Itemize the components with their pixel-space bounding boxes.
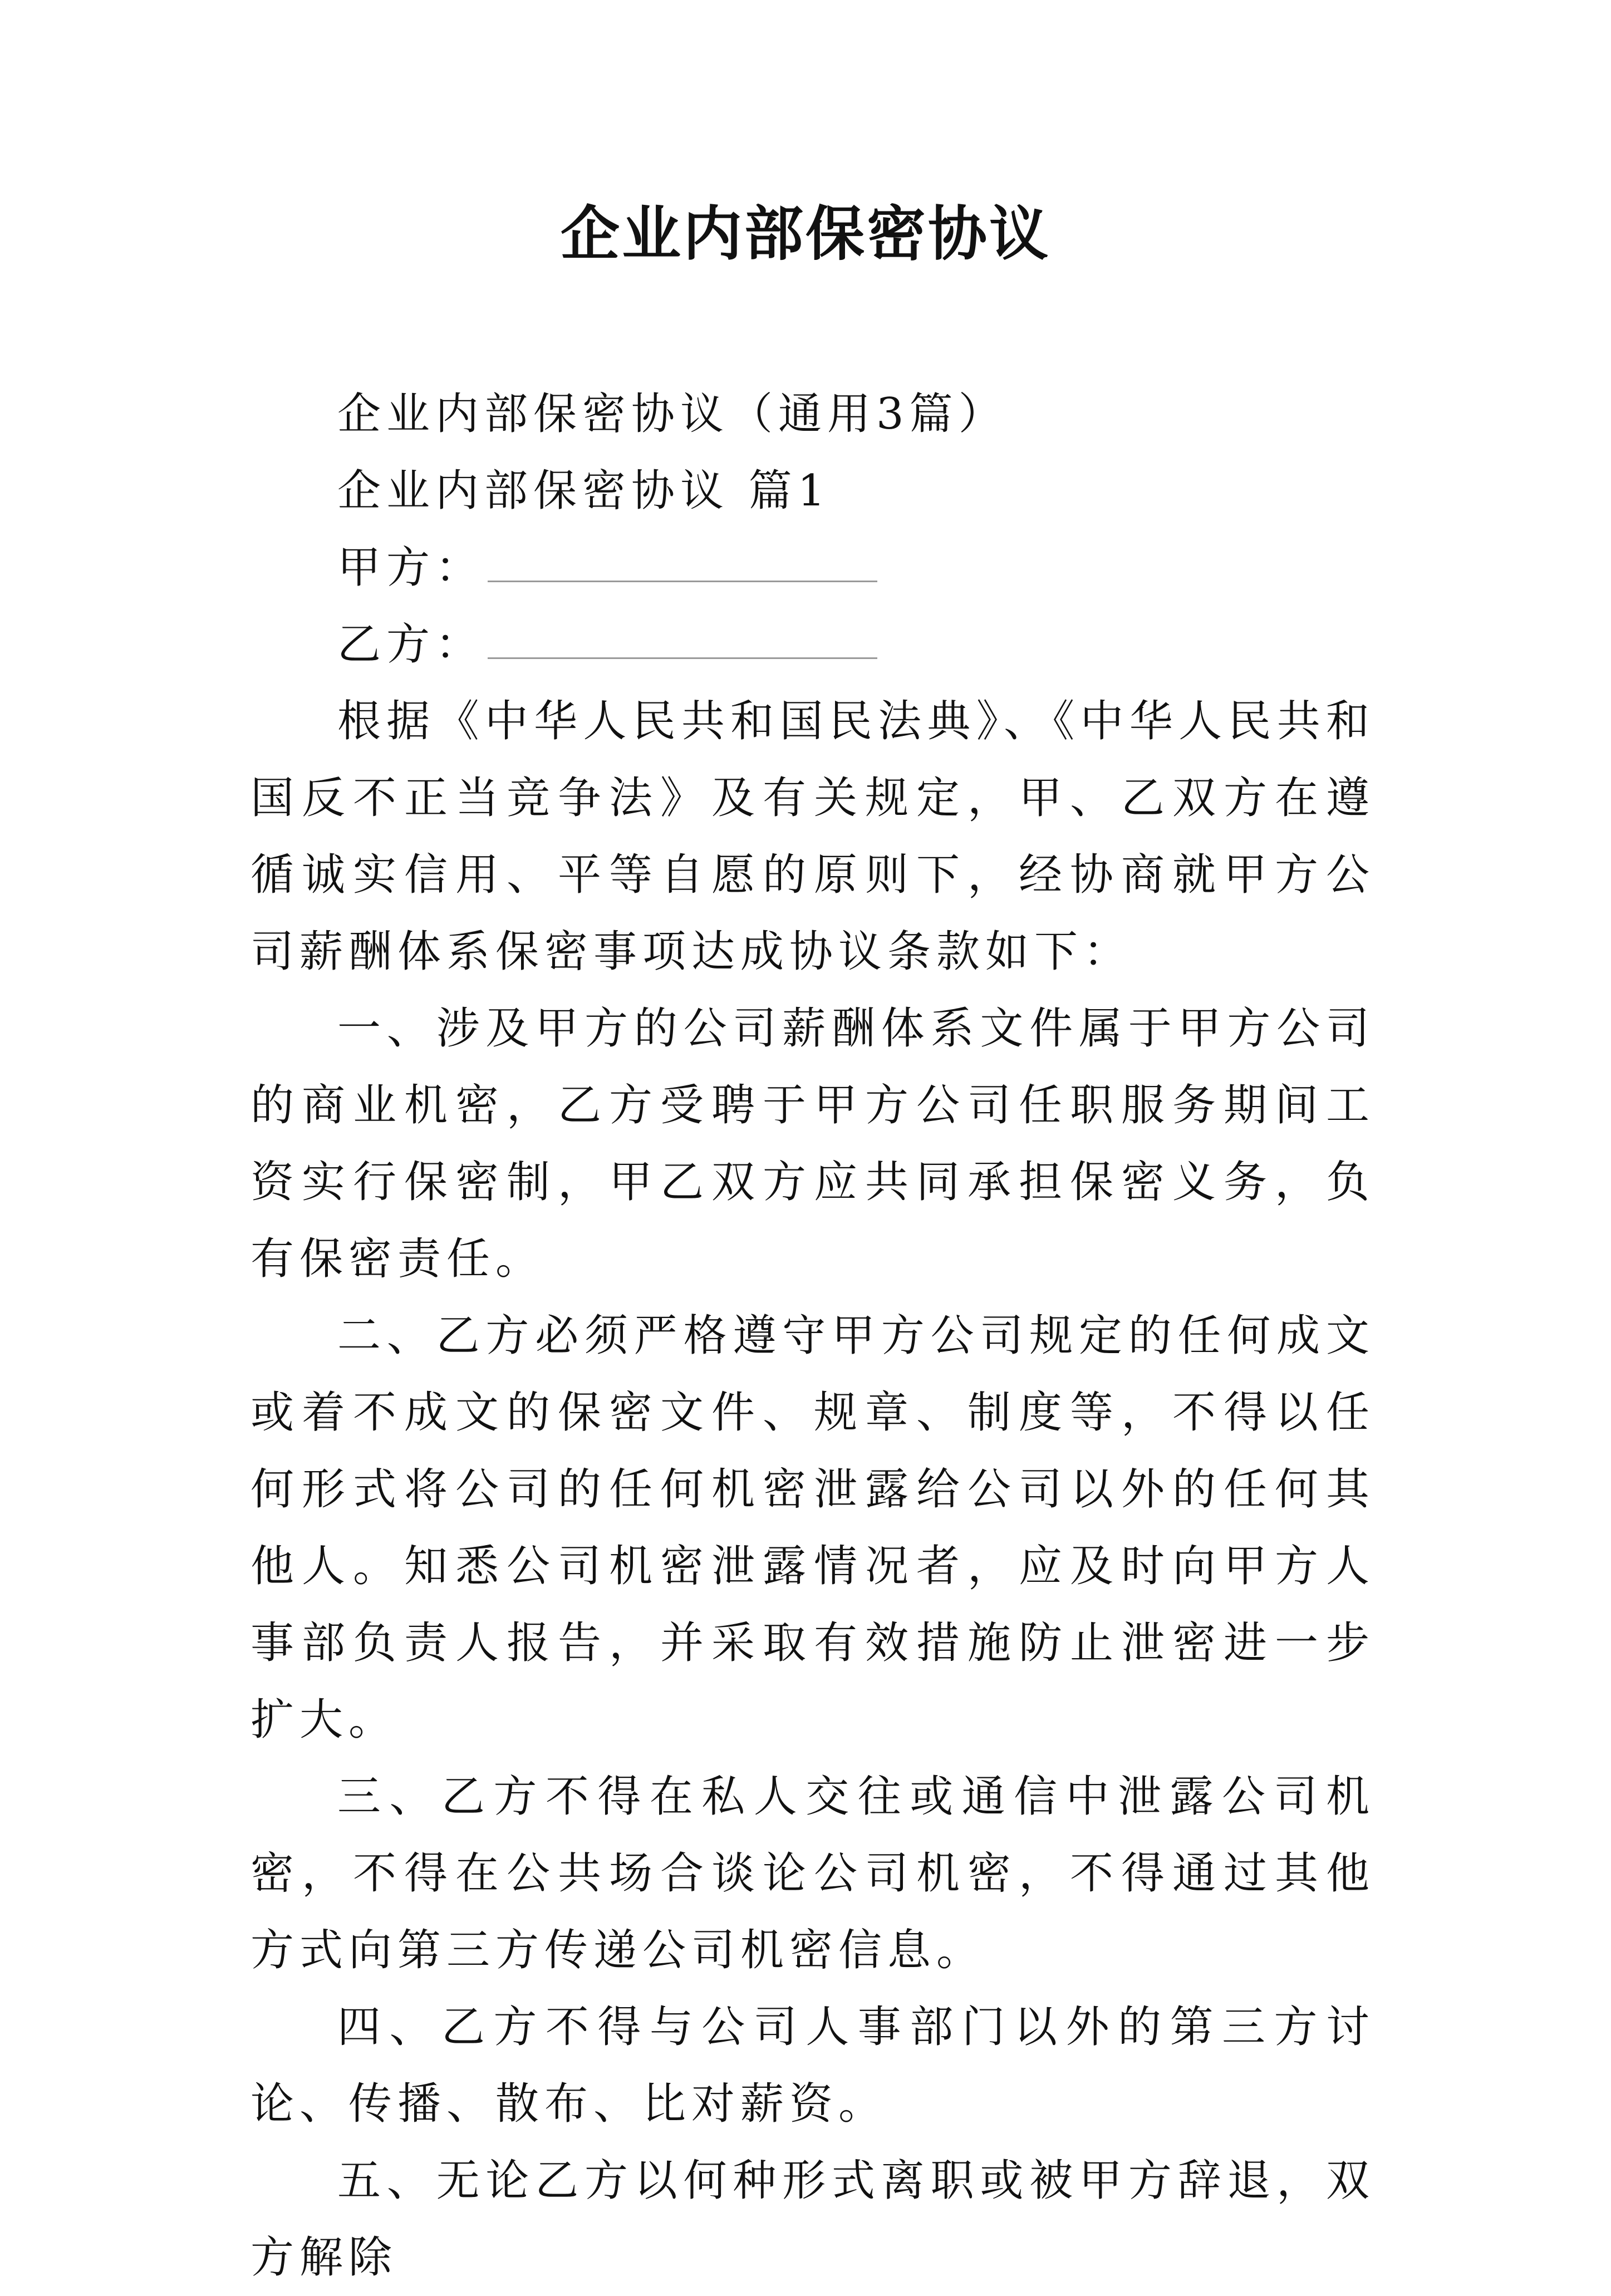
party-b-blank (488, 624, 877, 659)
paragraph-clause-4: 四、乙方不得与公司人事部门以外的第三方讨论、传播、散布、比对薪资。 (251, 2002, 1375, 2129)
document-subtitle: 企业内部保密协议（通用3篇） (337, 389, 1008, 439)
party-a-label: 甲方： (337, 543, 485, 593)
party-b-label: 乙方： (337, 620, 485, 670)
party-b-line (251, 606, 1375, 683)
paragraph-preamble: 根据《中华人民共和国民法典》、《中华人民共和国反不正当竞争法》及有关规定，甲、乙双方在遵循诚实信用、平等自愿的原则下，经协商就甲方公司薪酬体系保密事项达成协议条款如下： (251, 696, 1375, 977)
document-title: 企业内部保密协议 (561, 199, 1050, 268)
document-body (251, 376, 1375, 2296)
paragraph-clause-5: 五、无论乙方以何种形式离职或被甲方辞退，双方解除 (251, 2156, 1375, 2283)
party-a-line (251, 529, 1375, 606)
paragraph-clause-3: 三、乙方不得在私人交往或通信中泄露公司机密，不得在公共场合谈论公司机密，不得通过其他方式向第三方传递公司机密信息。 (251, 1772, 1375, 1975)
paragraph-clause-1: 一、涉及甲方的公司薪酬体系文件属于甲方公司的商业机密，乙方受聘于甲方公司任职服务期间工资实行保密制，甲乙双方应共同承担保密义务，负有保密责任。 (251, 1004, 1375, 1284)
party-a-blank (488, 547, 877, 582)
section-heading: 企业内部保密协议 篇1 (337, 466, 831, 516)
paragraph-clause-2: 二、乙方必须严格遵守甲方公司规定的任何成文或着不成文的保密文件、规章、制度等，不得以任何形式将公司的任何机密泄露给公司以外的任何其他人。知悉公司机密泄露情况者，应及时向甲方人事部负责人报告，并采取有效措施防止泄密进一步扩大。 (251, 1311, 1375, 1745)
